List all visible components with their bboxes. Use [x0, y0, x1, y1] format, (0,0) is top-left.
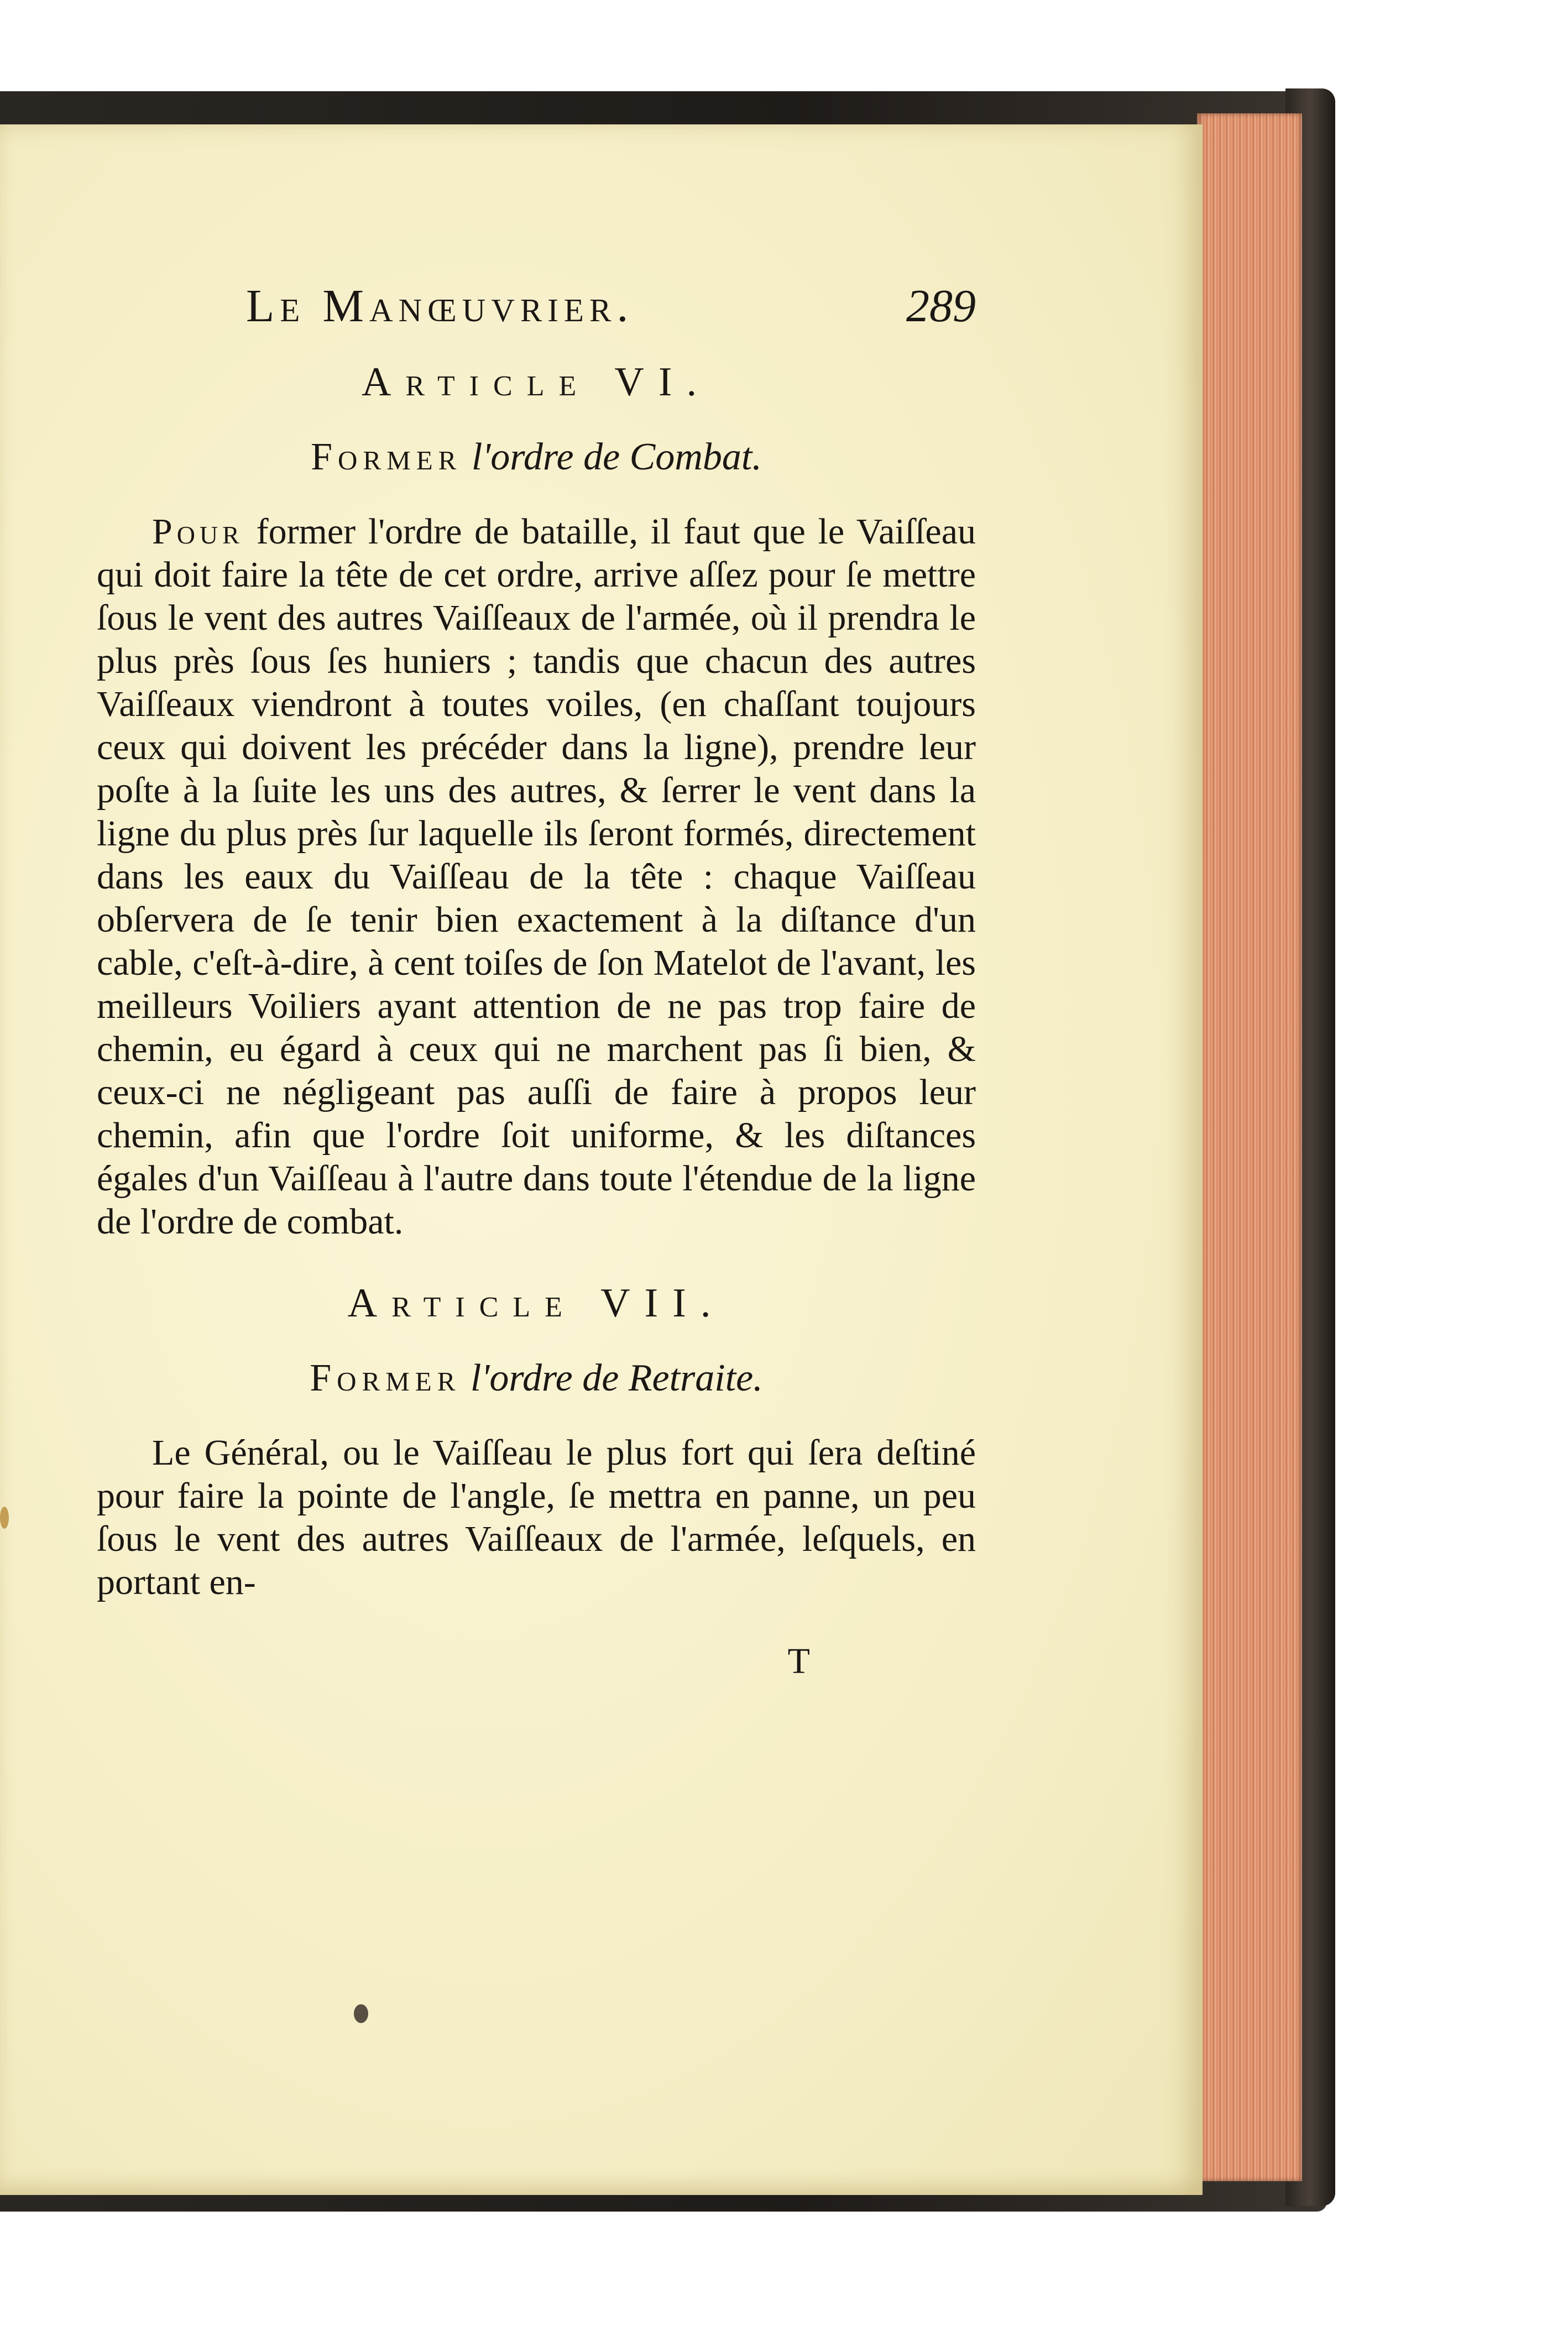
article-subheading: [97, 435, 976, 490]
article-heading: Article VII.: [347, 1281, 725, 1326]
article-heading: Article VI.: [361, 359, 712, 405]
article-subheading: [97, 1356, 976, 1412]
article-paragraph: [97, 510, 976, 1243]
article-7: [97, 1280, 976, 1604]
paragraph-text: Le Général, ou le Vaiſſeau le plus fort qui ſera deſtiné pour faire la pointe de l'angle, ſe mettra en panne, un peu ſous le vent des autres Vaiſſeaux de l'armée, leſquels, en portant en-: [97, 1433, 976, 1602]
subheading-text: l'ordre de Retraite.: [461, 1357, 763, 1399]
paragraph-text: former l'ordre de bataille, il faut que le Vaiſſeau qui doit faire la tête de cet ordre, arrive aſſez pour ſe mettre ſous le vent des autres Vaiſſeaux de l'armée, où il prendra le plus près ſous ſes huniers ; tandis que chacun des autres Vaiſſeaux viendront à toutes voiles, (en chaſſant toujours ceux qui doivent les précéder dans la ligne), prendre leur poſte à la ſuite les uns des autres, & ſerrer le vent dans la ligne du plus près ſur laquelle ils ſeront formés, directement dans les eaux du Vaiſſeau de la tête : chaque Vaiſſeau obſervera de ſe tenir bien exactement à la diſtance d'un cable, c'eſt-à-dire, à cent toiſes de ſon Matelot de l'avant, les meilleurs Voiliers ayant attention de ne pas trop faire de chemin, eu égard à ceux qui ne marchent pas ſi bien, & ceux-ci ne négligeant pas auſſi de faire à propos leur chemin, afin que l'ordre ſoit uniforme, & les diſtances égales d'un Vaiſſeau à l'autre dans toute l'étendue de la ligne de l'ordre de combat.: [97, 511, 976, 1242]
running-head: [97, 279, 976, 340]
page-number: 289: [906, 280, 976, 332]
subheading-text: l'ordre de Combat.: [462, 436, 762, 478]
paragraph-lead: Pour: [152, 511, 244, 552]
running-head-title: Le Manœuvrier.: [246, 280, 634, 332]
article-6: [97, 359, 976, 1243]
foxing-spot: [0, 1507, 9, 1529]
subheading-lead: Former: [311, 436, 462, 478]
page-edges: [1197, 113, 1302, 2181]
subheading-lead: Former: [310, 1357, 461, 1399]
article-paragraph: [97, 1431, 976, 1604]
signature-mark: T: [787, 1641, 810, 1681]
text-block: [97, 279, 976, 1682]
ink-spot: [354, 2004, 368, 2023]
